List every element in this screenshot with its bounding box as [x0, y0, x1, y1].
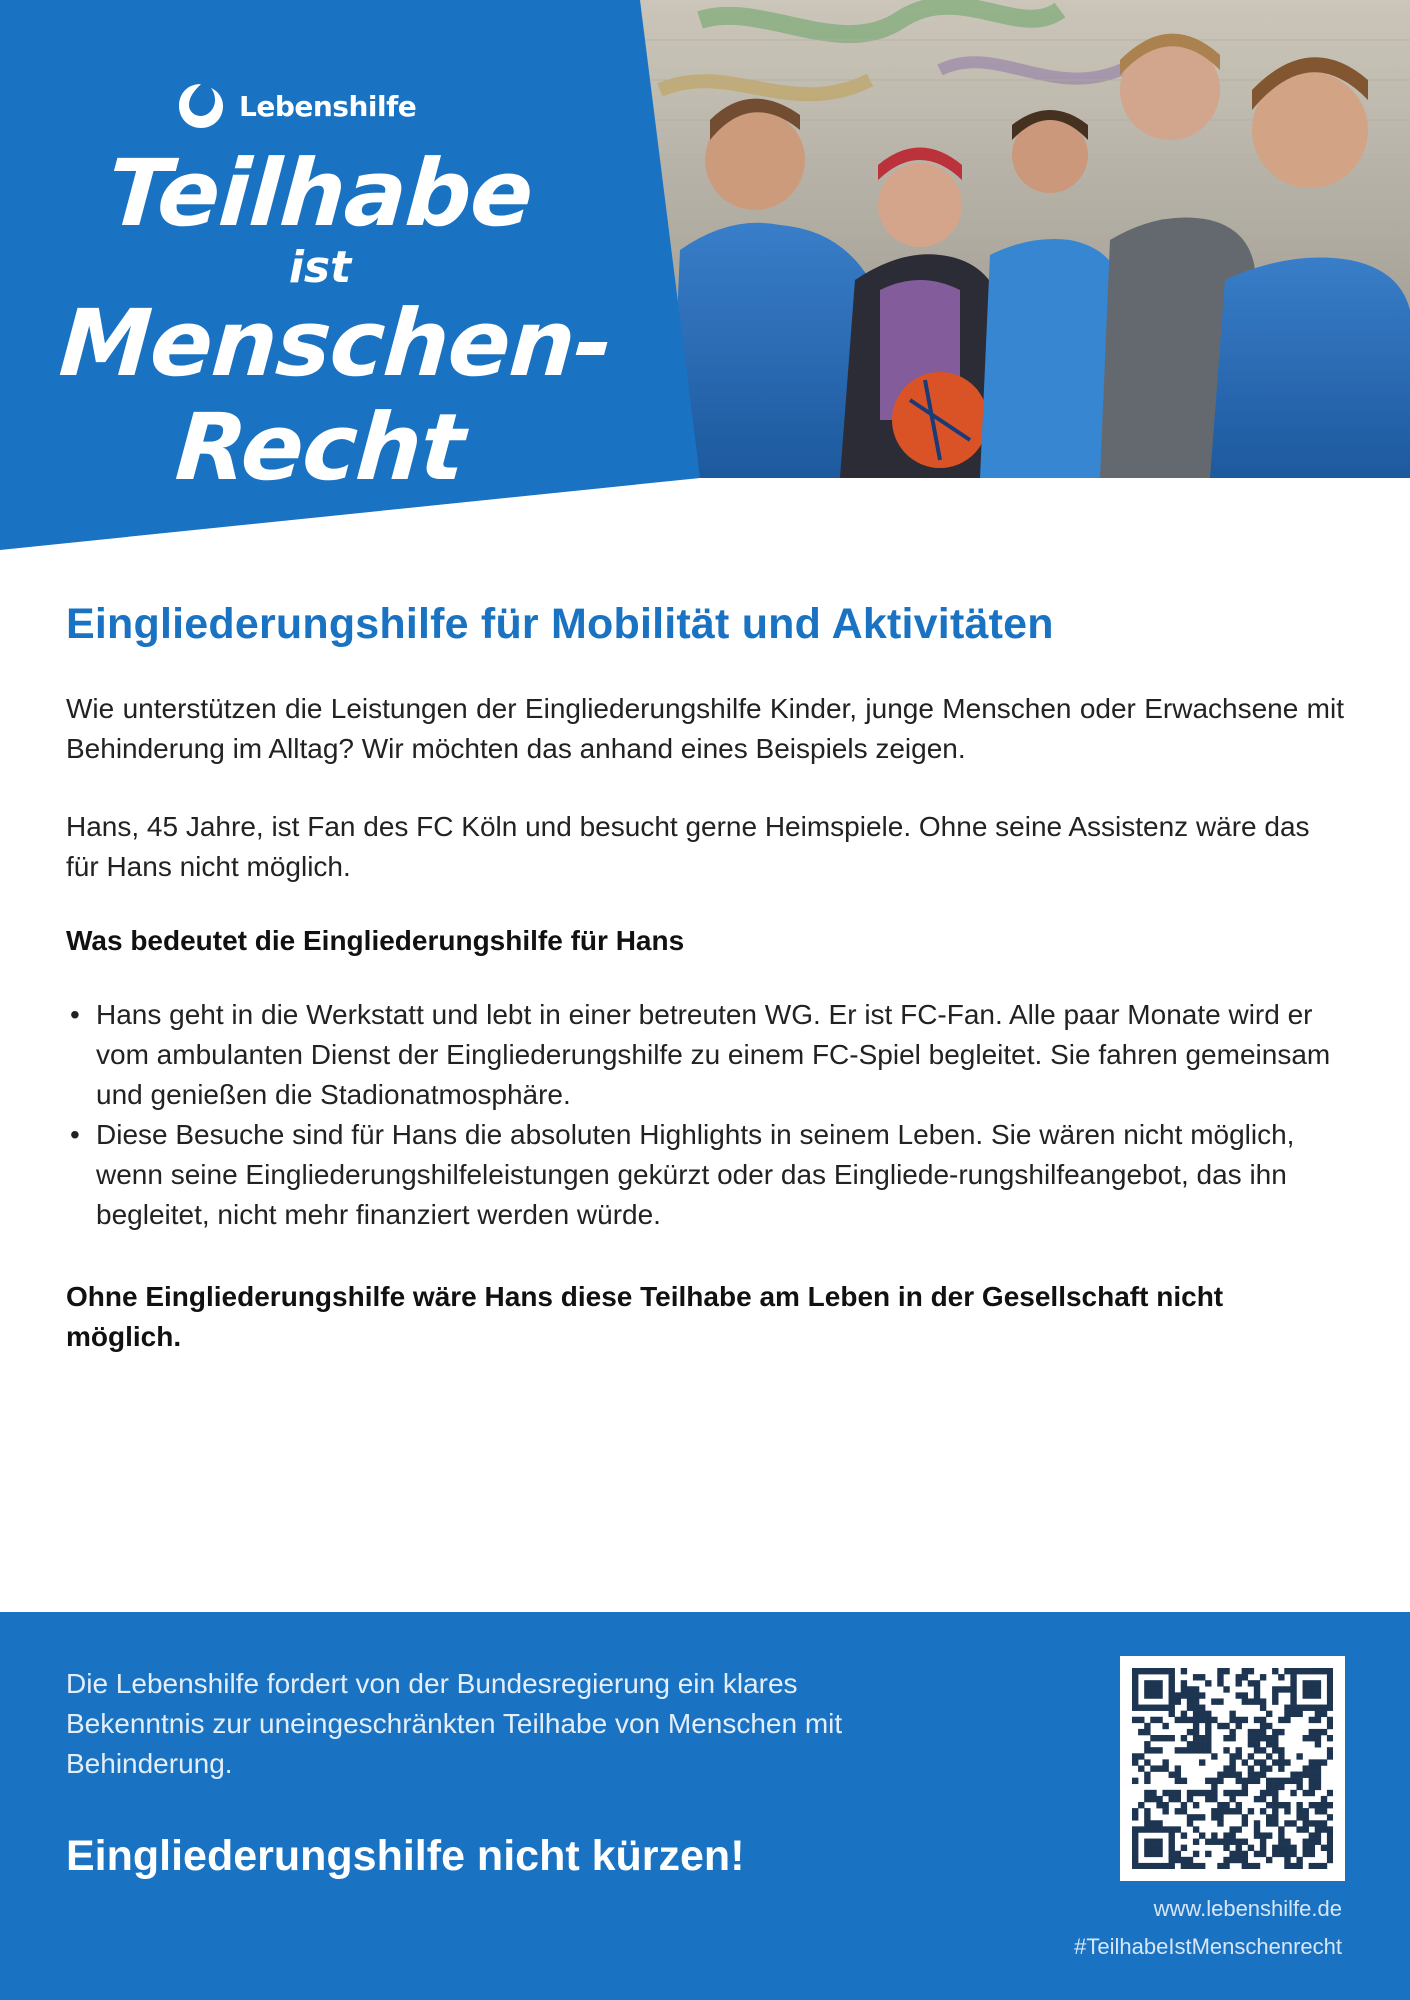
slogan-line-1: Teilhabe	[104, 140, 536, 247]
hashtag: #TeilhabeIstMenschenrecht	[1074, 1934, 1342, 1959]
hero-slogan	[56, 140, 616, 501]
subheading: Was bedeutet die Eingliederungshilfe für Hans	[66, 925, 685, 956]
example-paragraph: Hans, 45 Jahre, ist Fan des FC Köln und besucht gerne Heimspiele. Ohne seine Assistenz wäre das für Hans nicht möglich.	[66, 811, 1310, 882]
slogan-line-4: Recht	[172, 394, 468, 501]
slogan-line-3: Menschen-	[56, 290, 616, 397]
website-link[interactable]: www.lebenshilfe.de	[1153, 1896, 1342, 1921]
intro-paragraph: Wie unterstützen die Leistungen der Eingliederungshilfe Kinder, junge Menschen oder Erwachsene mit Behinderung im Alltag? Wir möchten das anhand eines Beispiels zeigen.	[66, 693, 1344, 764]
lebenshilfe-logo-icon	[173, 78, 229, 134]
page-title: Eingliederungshilfe für Mobilität und Aktivitäten	[66, 600, 1054, 648]
closing-statement: Ohne Eingliederungshilfe wäre Hans diese Teilhabe am Leben in der Gesellschaft nicht möglich.	[66, 1281, 1224, 1352]
hero-header	[0, 0, 1410, 560]
bullet-list	[66, 995, 1344, 1235]
qr-code-icon	[1132, 1668, 1333, 1869]
qr-code[interactable]	[1120, 1656, 1345, 1881]
lebenshilfe-logo	[173, 78, 416, 134]
slogan-line-2: ist	[288, 242, 352, 293]
footer-banner	[0, 1612, 1410, 2000]
list-item: • Diese Besuche sind für Hans die absoluten Highlights in seinem Leben. Sie wären nicht möglich, wenn seine Eingliederungshilfeleistungen gekürzt oder das Eingliede-rungshilfeangebot, das ihn begleitet, nicht mehr finanziert werden würde.	[66, 1115, 1336, 1235]
main-content	[66, 600, 1344, 1357]
footer-text: Die Lebenshilfe fordert von der Bundesregierung ein klares Bekenntnis zur uneingeschränkten Teilhabe von Menschen mit Behinderung.	[66, 1668, 843, 1779]
list-item: • Hans geht in die Werkstatt und lebt in einer betreuten WG. Er ist FC-Fan. Alle paar Monate wird er vom ambulanten Dienst der Eingliederungshilfe zu einem FC-Spiel begleitet. Sie fahren gemeinsam und genießen die Stadionatmosphäre.	[66, 995, 1336, 1115]
logo-text: Lebenshilfe	[239, 89, 417, 123]
footer-call-to-action: Eingliederungshilfe nicht kürzen!	[66, 1832, 745, 1880]
